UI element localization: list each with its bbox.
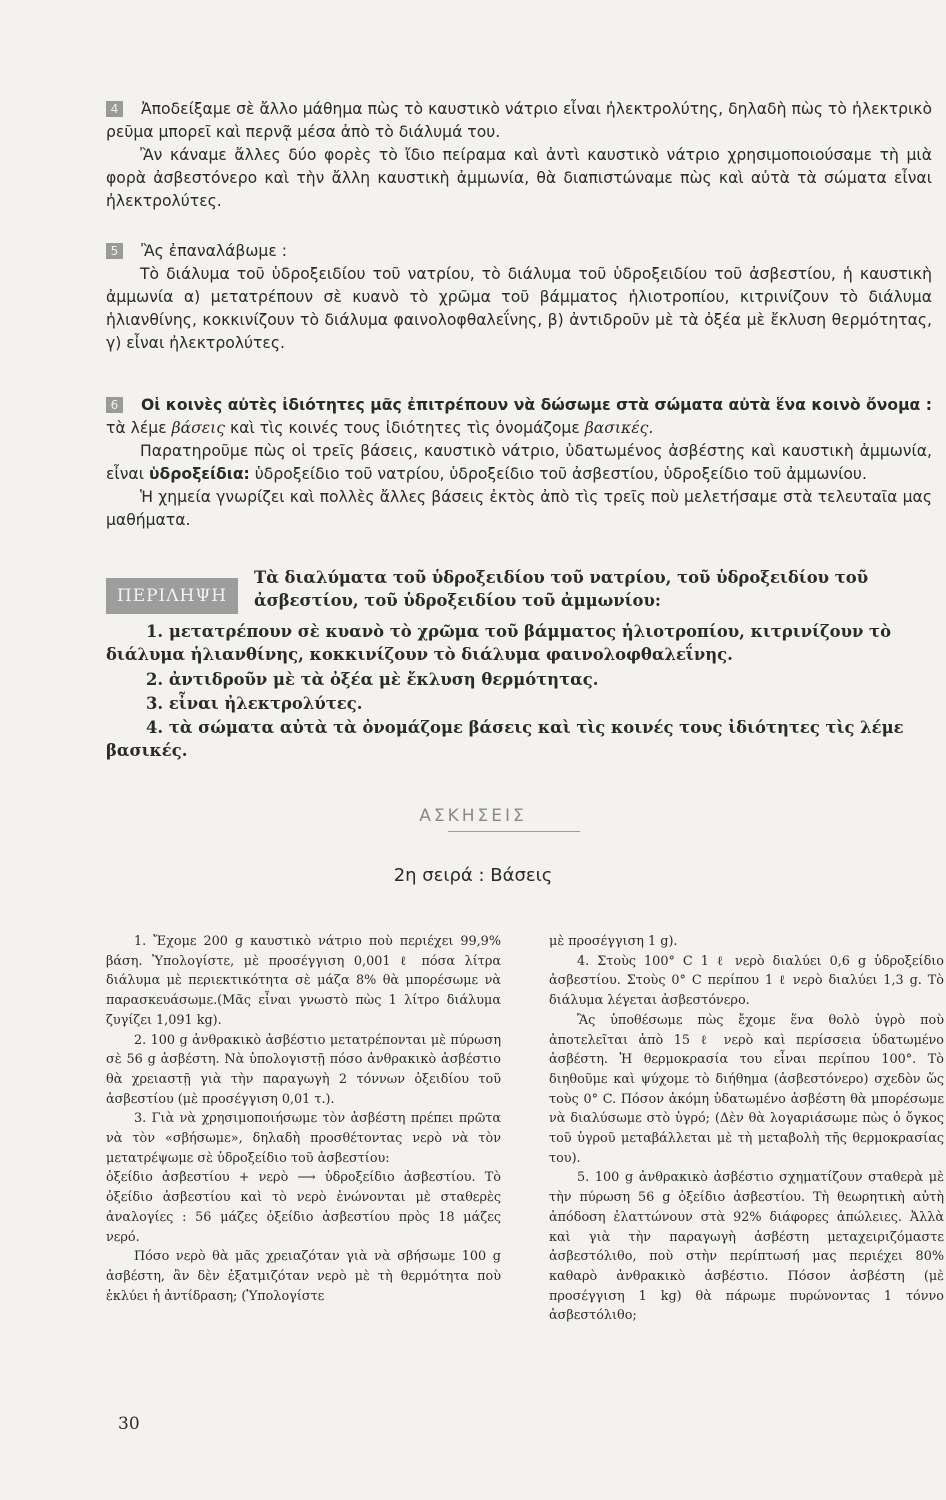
summary-label: ΠΕΡΙΛΗΨΗ [106, 578, 238, 614]
section-6-paragraph-1: 6 Οἱ κοινὲς αὐτὲς ἰδιότητες μᾶς ἐπιτρέπουν νὰ δώσωμε στὰ σώματα αὐτὰ ἕνα κοινὸ ὄνομα : τὰ λέμε βάσεις καὶ τὶς κοινές τους ἰδιότητες τὶς ὀνομάζομε βασικές. [106, 396, 932, 437]
exercise-4: 4. Στοὺς 100° C 1 ℓ νερὸ διαλύει 0,6 g ὑδροξείδιο ἀσβεστίου. Στοὺς 0° C περίπου 1 ℓ νερὸ διαλύει 1,3 g. Τὸ διάλυμα λέγεται ἀσβεστόνερο. [549, 953, 944, 1009]
exercises-right-column [549, 932, 944, 1326]
section-6-paragraph-3: Ἡ χημεία γνωρίζει καὶ πολλὲς ἄλλες βάσεις ἐκτὸς ἀπὸ τὶς τρεῖς ποὺ μελετήσαμε στὰ τελευταῖα μας μαθήματα. [106, 488, 932, 529]
series-title: 2η σειρά : Βάσεις [393, 865, 553, 886]
exercise-4-question: Ἂς ὑποθέσωμε πὼς ἔχομε ἕνα θολὸ ὑγρὸ ποὺ ἀποτελεῖται ἀπὸ 15 ℓ νερὸ καὶ περίσσεια ὑδατωμένο ἀσβέστη. Ἡ θερμοκρασία του εἶναι περίπου 100°. Τὸ διηθοῦμε καὶ ψύχομε τὸ διήθημα (ἀσβεστόνερο) σχεδὸν ὥς τοὺς 0° C. Πόσον ἀκόμη ὑδατωμένο ἀσβέστη θὰ μπορέσωμε νὰ διαλύσωμε στὸ ὑγρό; (Δὲν θὰ λογαριάσωμε πὼς ὁ ὄγκος τοῦ ὑγροῦ μεταβάλλεται μὲ τὴ μεταβολὴ τῆς θερμοκρασίας του). [549, 1012, 944, 1166]
exercises-title: ΑΣΚΗΣΕΙΣ [419, 806, 527, 826]
summary-item-2: 2. ἀντιδροῦν μὲ τὰ ὀξέα μὲ ἔκλυση θερμότητας. [146, 670, 599, 689]
section-5-heading: 5 Ἂς ἐπαναλάβωμε : [106, 240, 932, 263]
summary-heading: Τὰ διαλύματα τοῦ ὑδροξειδίου τοῦ νατρίου, τοῦ ὑδροξειδίου τοῦ ἀσβεστίου, τοῦ ὑδροξειδίου τοῦ ἀμμωνίου: [254, 568, 869, 610]
exercises-title-rule [448, 831, 580, 832]
page-number: 30 [118, 1414, 140, 1434]
summary-item-4: 4. τὰ σώματα αὐτὰ τὰ ὀνομάζομε βάσεις καὶ τὶς κοινές τους ἰδιότητες τὶς λέμε βασικές. [106, 718, 904, 760]
term-basic: βασικές. [584, 419, 654, 437]
term-hydroxides: ὑδροξείδια: [148, 465, 250, 483]
exercise-3: 3. Γιὰ νὰ χρησιμοποιήσωμε τὸν ἀσβέστη πρέπει πρῶτα νὰ τὸν «σβήσωμε», δηλαδὴ προσθέτοντας νερὸ νὰ τὸν μετατρέψωμε σὲ ὑδροξείδιο τοῦ ἀσβεστίου: [106, 1111, 501, 1166]
term-bases: βάσεις [171, 419, 226, 437]
exercise-2: 2. 100 g ἀνθρακικὸ ἀσβέστιο μετατρέπονται μὲ πύρωση σὲ 56 g ἀσβέστη. Νὰ ὑπολογιστῇ πόσο ἀνθρακικὸ ἀσβέστιο θὰ χρειαστῇ γιὰ τὴν παραγωγὴ 2 τόννων ὀξειδίου τοῦ ἀσβεστίου (μὲ προσέγγιση 0,01 τ.). [106, 1032, 501, 1107]
section-marker-6: 6 [106, 397, 123, 413]
section-4-paragraph-2: Ἂν κάναμε ἄλλες δύο φορὲς τὸ ἴδιο πείραμα καὶ ἀντὶ καυστικὸ νάτριο χρησιμοποιούσαμε τὴ μιὰ φορὰ ἀσβεστόνερο καὶ τὴν ἄλλη καυστικὴ ἀμμωνία, θὰ διαπιστώναμε πὼς καὶ αὐτὰ τὰ σώματα εἶναι ἠλεκτρολύτες. [106, 146, 932, 210]
section-marker-4: 4 [106, 101, 123, 117]
exercise-5: 5. 100 g ἀνθρακικὸ ἀσβέστιο σχηματίζουν σταθερὰ μὲ τὴν πύρωση 56 g ὀξείδιο ἀσβεστίου. Τὴ θεωρητικὴ αὐτὴ ἀπόδοση ἐλαττώνουν στὰ 92% διάφορες ἀπώλειες. Ἀλλὰ καὶ γιὰ τὴν παραγωγὴ ἀσβέστη μεταχειριζόμαστε ἀσβεστόλιθο, ποὺ στὴν περίπτωσή μας περιέχει 80% καθαρὸ ἀνθρακικὸ ἀσβέστιο. Πόσον ἀσβέστη (μὲ προσέγγιση 1 kg) θὰ πάρωμε πυρώνοντας 1 τόννο ἀσβεστόλιθο; [549, 1170, 944, 1324]
summary-item-1: 1. μετατρέπουν σὲ κυανὸ τὸ χρῶμα τοῦ βάμματος ἡλιοτροπίου, κιτρινίζουν τὸ διάλυμα ἡλιανθίνης, κοκκινίζουν τὸ διάλυμα φαινολοφθαλεΐνης. [106, 622, 892, 664]
exercise-3-continuation: μὲ προσέγγιση 1 g). [549, 934, 678, 949]
summary-item-3: 3. εἶναι ἠλεκτρολύτες. [146, 694, 363, 713]
section-4-paragraph-1: 4 Ἀποδείξαμε σὲ ἄλλο μάθημα πὼς τὸ καυστικὸ νάτριο εἶναι ἠλεκτρολύτης, δηλαδὴ πὼς τὸ ἠλεκτρικὸ ρεῦμα μπορεῖ καὶ περνᾷ μέσα ἀπὸ τὸ διάλυμά του. [106, 100, 932, 141]
exercise-1: 1. Ἔχομε 200 g καυστικὸ νάτριο ποὺ περιέχει 99,9% βάση. Ὑπολογίστε, μὲ προσέγγιση 0,001 ℓ πόσα λίτρα διάλυμα μὲ περιεκτικότητα σὲ μάζα 8% θὰ μπορέσωμε νὰ παρασκευάσωμε.(Μᾶς εἶναι γνωστὸ πὼς 1 λίτρο διάλυμα ζυγίζει 1,091 kg). [106, 934, 501, 1028]
section-5-paragraph: Τὸ διάλυμα τοῦ ὑδροξειδίου τοῦ νατρίου, τὸ διάλυμα τοῦ ὑδροξειδίου τοῦ ἀσβεστίου, ἡ καυστικὴ ἀμμωνία α) μετατρέπουν σὲ κυανὸ τὸ χρῶμα τοῦ βάμματος ἡλιοτροπίου, κιτρινίζουν τὸ διάλυμα ἡλιανθίνης, κοκκινίζουν τὸ διάλυμα φαινολοφθαλεΐνης, β) ἀντιδροῦν μὲ τὰ ὀξέα μὲ ἔκλυση θερμότητας, γ) εἶναι ἠλεκτρολύτες. [106, 265, 932, 352]
section-6-paragraph-2: Παρατηροῦμε πὼς οἱ τρεῖς βάσεις, καυστικὸ νάτριο, ὑδατωμένος ἀσβέστης καὶ καυστικὴ ἀμμωνία, εἶναι ὑδροξείδια: ὑδροξείδιο τοῦ νατρίου, ὑδροξείδιο τοῦ ἀσβεστίου, ὑδροξείδιο τοῦ ἀμμωνίου. [106, 442, 932, 483]
exercises-left-column [106, 932, 501, 1306]
exercise-3-equation: ὀξείδιο ἀσβεστίου + νερὸ ⟶ ὑδροξείδιο ἀσβεστίου. Τὸ ὀξείδιο ἀσβεστίου καὶ τὸ νερὸ ἑνώνονται μὲ σταθερὲς ἀναλογίες : 56 μάζες ὀξείδιο ἀσβεστίου πρὸς 18 μάζες νερό. [106, 1170, 501, 1245]
exercise-3-question: Πόσο νερὸ θὰ μᾶς χρειαζόταν γιὰ νὰ σβήσωμε 100 g ἀσβέστη, ἂν δὲν ἐξατμιζόταν νερὸ μὲ τὴ θερμότητα ποὺ ἐκλύει ἡ ἀντίδραση; (Ὑπολογίστε [106, 1249, 501, 1304]
section-marker-5: 5 [106, 243, 123, 259]
bases-definition: Οἱ κοινὲς αὐτὲς ἰδιότητες μᾶς ἐπιτρέπουν νὰ δώσωμε στὰ σώματα αὐτὰ ἕνα κοινὸ ὄνομα : [141, 396, 932, 414]
